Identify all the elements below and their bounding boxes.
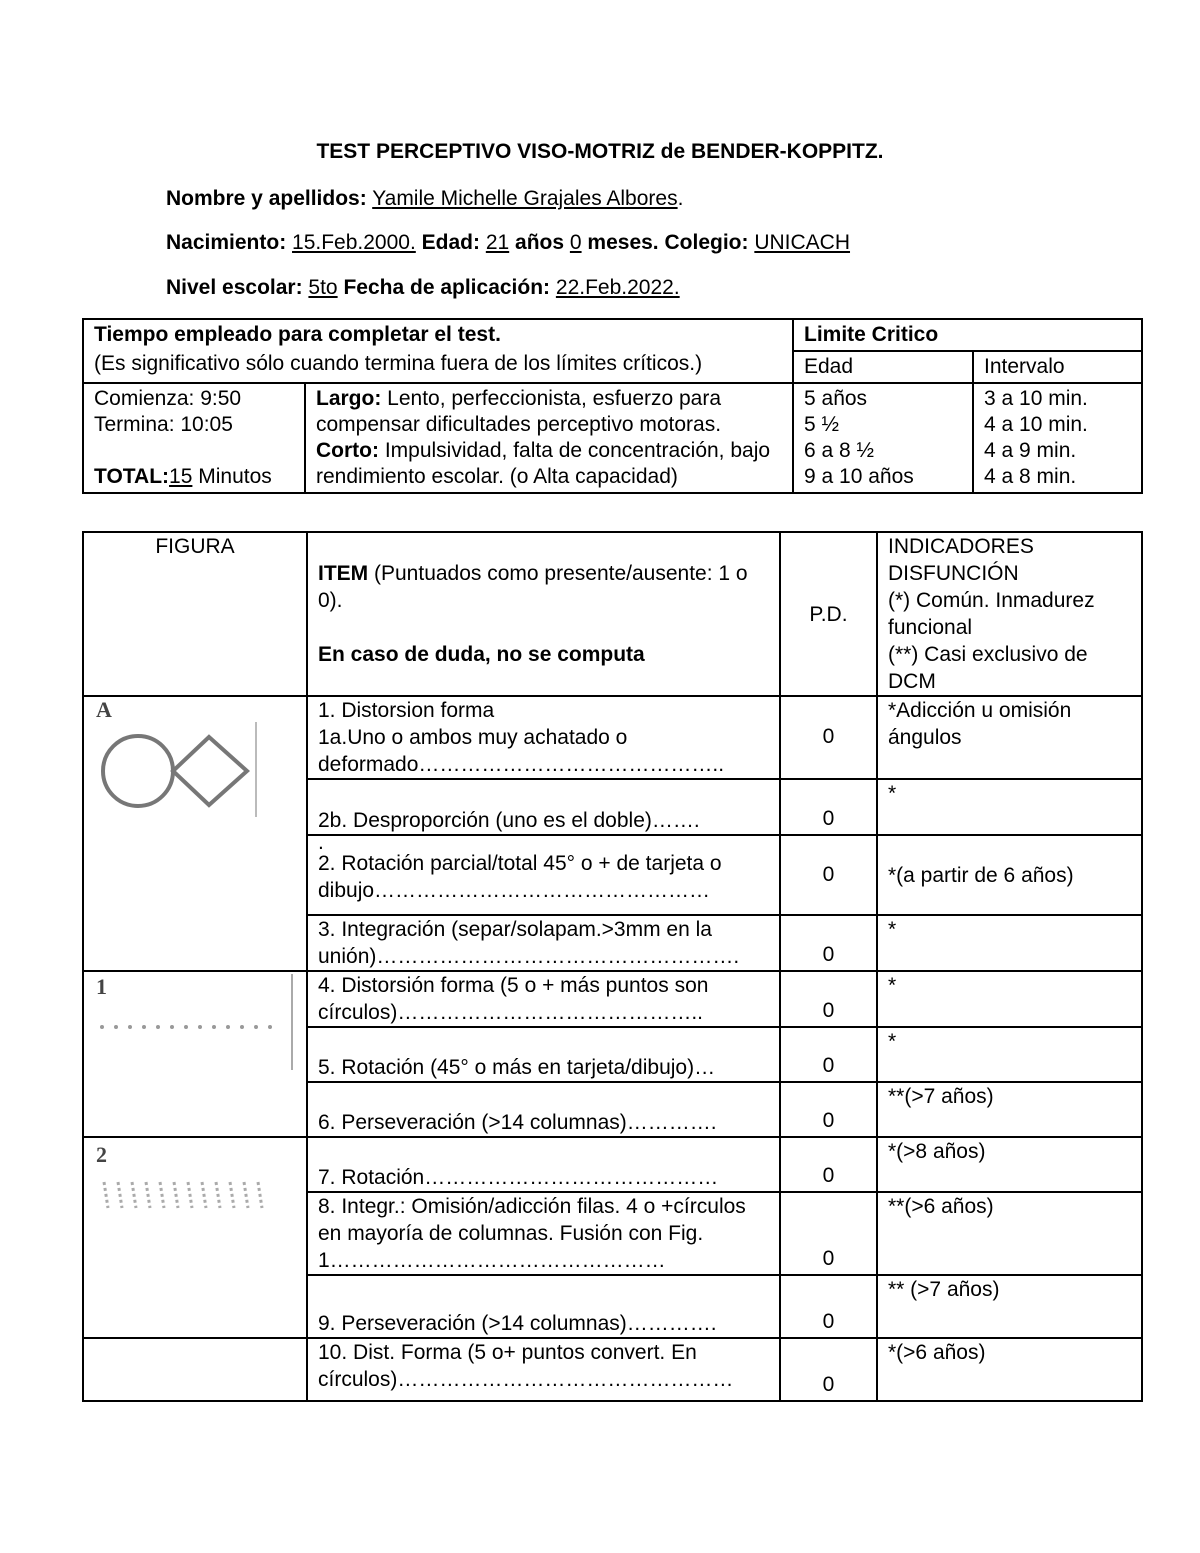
item-8-ind: **(>6 años) [877,1192,1142,1275]
time-note: (Es significativo sólo cuando termina fuera de los límites críticos.) [83,351,793,383]
figure-a-cell [83,696,307,971]
col-pd: P.D. [780,532,877,696]
birth-value: 15.Feb.2000. [292,231,416,254]
item-2b-ind: * [877,779,1142,835]
interval-row: 3 a 10 min. [984,387,1088,410]
limit-header [793,319,1142,351]
figure-a-drawing [84,697,304,969]
level-line [166,276,680,300]
age-row: 5 años [804,387,868,410]
total-label: TOTAL: [94,465,170,488]
col-ind-2: (**) Casi exclusivo de DCM [888,643,1088,693]
col-item-note: En caso de duda, no se computa [318,643,645,666]
age-years: 21 [485,231,510,254]
school-label: Colegio: [664,231,749,254]
figure-empty-cell [83,1338,307,1401]
col-item [307,532,780,696]
figure-1-label: 1 [96,974,107,999]
interval-row: 4 a 9 min. [984,439,1077,462]
time-end: Termina: 10:05 [94,413,233,436]
name-line [166,187,683,211]
date-label: Fecha de aplicación: [343,276,551,299]
figure-2-cell [83,1137,307,1338]
time-interpretation [305,383,793,493]
figure-2-label: 2 [96,1142,107,1167]
item-7-ind: *(>8 años) [877,1137,1142,1192]
birth-line [166,231,850,255]
item-10-ind: *(>6 años) [877,1338,1142,1401]
age-label: Edad: [421,231,480,254]
intervals-list [973,383,1142,493]
item-3: 3. Integración (separ/solapam.>3mm en la unión)……………………………………………. [307,915,780,971]
age-months-unit: meses. [587,231,659,254]
item-8: 8. Integr.: Omisión/adicción filas. 4 o +círculos en mayoría de columnas. Fusión con Fig. 1………………………………………… [307,1192,780,1275]
figure-1-drawing [84,972,304,1137]
time-values [83,383,305,493]
short-desc [316,438,782,490]
interval-row: 4 a 8 min. [984,465,1077,488]
item-1 [307,696,780,779]
long-desc [316,386,782,438]
figure-2-drawing [84,1138,304,1238]
age-months: 0 [569,231,582,254]
time-table [82,318,1143,494]
item-2-dot: . [318,831,324,854]
level-value: 5to [308,276,338,299]
item-2-desc: 2. Rotación parcial/total 45° o + de tarjeta o dibujo………………………………………… [318,852,722,902]
school-value: UNICACH [754,231,851,254]
item-6-ind: **(>7 años) [877,1082,1142,1137]
item-9-pd: 0 [780,1275,877,1338]
short-text: Impulsividad, falta de concentración, bajo rendimiento escolar. (o Alta capacidad) [316,439,771,488]
item-5-pd: 0 [780,1027,877,1082]
item-5-ind: * [877,1027,1142,1082]
item-1-pd: 0 [780,696,877,779]
item-9-ind: ** (>7 años) [877,1275,1142,1338]
col-age: Edad [793,351,973,383]
interval-row: 4 a 10 min. [984,413,1088,436]
name-period: . [677,187,684,210]
col-ind-1: (*) Común. Inmadurez funcional [888,589,1095,639]
date-value: 22.Feb.2022. [555,276,680,299]
long-text: Lento, perfeccionista, esfuerzo para compensar dificultades perceptivo motoras. [316,387,722,436]
item-2 [307,831,780,915]
item-10-pd: 0 [780,1338,877,1401]
item-1-title: 1. Distorsion forma [318,699,495,722]
col-interval: Intervalo [973,351,1142,383]
col-indicators [877,532,1142,696]
age-row: 6 a 8 ½ [804,439,875,462]
name-value: Yamile Michelle Grajales Albores [372,187,678,210]
ages-list [793,383,973,493]
items-table [82,531,1143,1402]
item-3-ind: * [877,915,1142,971]
figure-1-cell [83,971,307,1137]
item-6: 6. Perseveración (>14 columnas)…………. [307,1082,780,1137]
age-row: 9 a 10 años [804,465,914,488]
item-4-pd: 0 [780,971,877,1027]
item-1-ind: *Adicción u omisión ángulos [877,696,1142,779]
item-4: 4. Distorsión forma (5 o + más puntos son círculos)…………………………………….. [307,971,780,1027]
time-total [94,464,294,490]
item-6-pd: 0 [780,1082,877,1137]
col-ind-title: INDICADORES DISFUNCIÓN [888,535,1034,585]
item-9: 9. Perseveración (>14 columnas)…………. [307,1275,780,1338]
item-7: 7. Rotación…………………………………… [307,1137,780,1192]
time-header-title: Tiempo empleado para completar el test. [94,323,501,346]
item-2b-pd: 0 [780,779,877,835]
age-years-unit: años [515,231,565,254]
short-label: Corto: [316,439,379,462]
col-item-text: (Puntuados como presente/ausente: 1 o 0). [318,562,748,612]
figure-a-label: A [96,697,112,722]
item-5: 5. Rotación (45° o más en tarjeta/dibujo)… [307,1027,780,1082]
item-2-ind: *(a partir de 6 años) [877,835,1142,915]
level-label: Nivel escolar: [166,276,303,299]
time-start: Comienza: 9:50 [94,387,242,410]
long-label: Largo: [316,387,382,410]
total-unit: Minutos [192,465,272,488]
document-title: TEST PERCEPTIVO VISO-MOTRIZ de BENDER-KOPPITZ. [316,140,884,163]
limit-title: Limite Critico [804,323,939,346]
item-7-pd: 0 [780,1137,877,1192]
col-figura: FIGURA [83,532,307,696]
item-2-pd: 0 [780,835,877,915]
item-4-ind: * [877,971,1142,1027]
total-value: 15 [169,465,193,488]
item-10: 10. Dist. Forma (5 o+ puntos convert. En círculos)………………………………………… [307,1338,780,1401]
name-label: Nombre y apellidos: [166,187,367,210]
time-header [83,319,793,351]
birth-label: Nacimiento: [166,231,287,254]
item-2b: 2b. Desproporción (uno es el doble)……. [307,779,780,835]
item-1-desc: 1a.Uno o ambos muy achatado o deformado…………………………………….. [318,726,725,776]
col-item-bold: ITEM [318,562,369,585]
age-row: 5 ½ [804,413,840,436]
item-3-pd: 0 [780,915,877,971]
item-8-pd: 0 [780,1192,877,1275]
